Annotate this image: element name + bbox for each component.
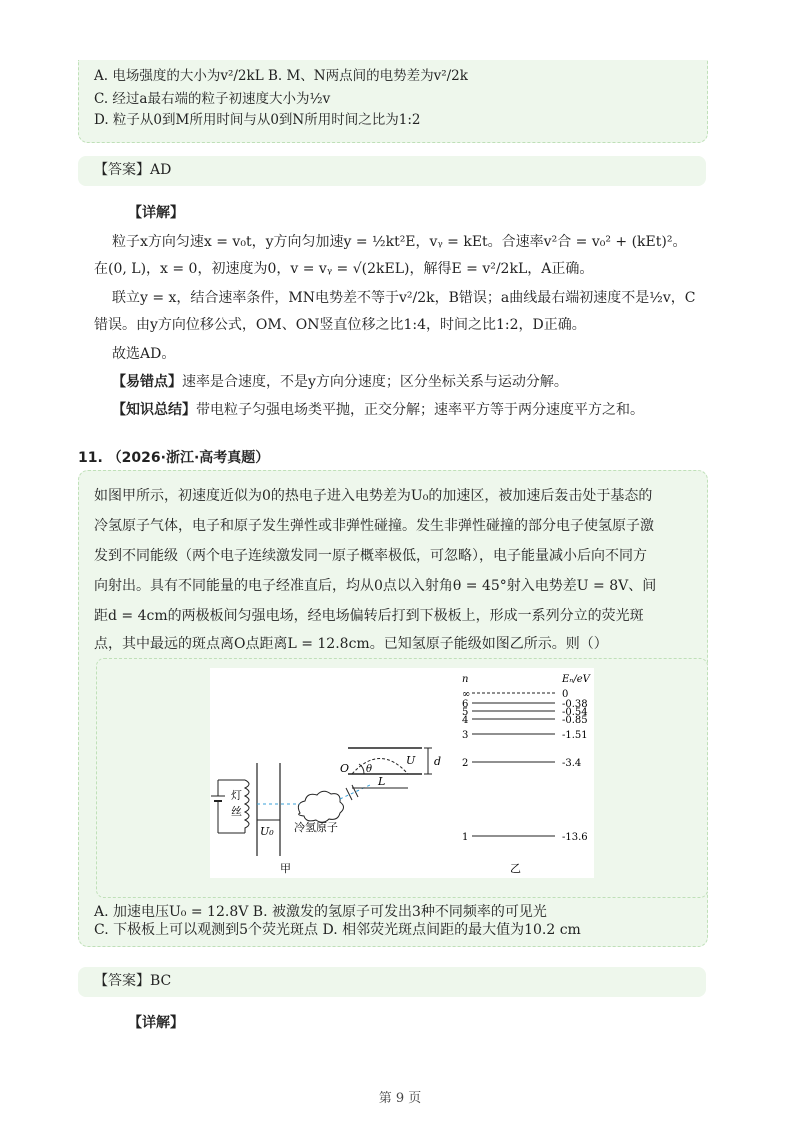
q11-stem-line-5: 距d = 4cm的两极板间匀强电场，经电场偏转后打到下极板上，形成一系列分立的荧光斑 [94,608,644,624]
n-header: n [462,674,469,685]
energy-level-n: 6 [462,699,469,710]
filament-label-1: 灯 [231,789,242,802]
q11-option-ab: A. 加速电压U₀ = 12.8V B. 被激发的氢原子可发出3种不同频率的可见光 [94,904,547,920]
q11-detail-heading: 【详解】 [128,1015,184,1031]
caption-left: 甲 [280,862,291,875]
q10-answer-bar [78,156,706,186]
q10-error-point-label: 【易错点】 [112,374,182,390]
theta-label: θ [366,764,373,775]
energy-level-value: -0.54 [562,707,588,718]
q10-option-ab: A. 电场强度的大小为v²/2kL B. M、N两点间的电势差为v²/2k [94,68,468,84]
energy-level-value: 0 [562,689,569,700]
q10-summary-label: 【知识总结】 [112,402,196,418]
q11-answer-bar [78,967,706,997]
q11-figure [210,668,594,878]
q10-summary-text: 带电粒子匀强电场类平抛，正交分解；速率平方等于两分速度平方之和。 [196,402,644,418]
energy-level-n: ∞ [462,689,471,700]
q10-detail-line-3: 联立y = x，结合速率条件，MN电势差不等于v²/2k，B错误；a曲线最右端初速度不是½v，C [112,290,696,306]
energy-level-n: 5 [462,707,469,718]
caption-right: 乙 [510,862,521,875]
energy-level-n: 3 [462,730,469,741]
q10-detail-line-2: 在(0, L)，x = 0，初速度为0，v = vᵧ = √(2kEL)，解得E = v²/2kL，A正确。 [94,261,594,277]
energy-level-value: -0.38 [562,699,588,710]
energy-level-n: 4 [462,715,469,726]
q10-option-d: D. 粒子从0到M所用时间与从0到N所用时间之比为1:2 [94,112,421,128]
q11-option-cd: C. 下极板上可以观测到5个荧光斑点 D. 相邻荧光斑点间距的最大值为10.2 cm [94,922,581,938]
energy-level-value: -3.4 [562,758,582,769]
filament-label-2: 丝 [231,805,242,818]
q10-detail-line-4: 错误。由y方向位移公式，OM、ON竖直位移之比1:4，时间之比1:2，D正确。 [94,317,586,333]
q11-stem-line-3: 发到不同能级（两个电子连续激发同一原子概率极低，可忽略），电子能量减小后向不同方 [94,548,647,564]
u-label: U [406,754,416,767]
energy-level-value: -0.85 [562,715,588,726]
figure-background [210,668,594,878]
q10-error-point [112,370,568,395]
l-label: L [378,775,386,788]
d-label: d [434,755,442,768]
o-label: O [340,762,350,775]
u0-label: U₀ [260,825,274,838]
energy-level-value: -1.51 [562,730,588,741]
q11-stem-line-4: 向射出。具有不同能量的电子经准直后，均从0点以入射角θ = 45°射入电势差U = 8V、间 [94,578,657,594]
q10-detail-heading: 【详解】 [128,205,184,221]
q11-stem-line-1: 如图甲所示，初速度近似为0的热电子进入电势差为U₀的加速区，被加速后轰击处于基态的 [94,488,653,504]
q10-error-point-text: 速率是合速度，不是y方向分速度；区分坐标关系与运动分解。 [182,374,568,390]
gas-label: 冷氢原子 [294,821,338,834]
q11-header: 11. （2026·浙江·高考真题） [78,450,270,466]
q10-summary [112,398,644,423]
q11-stem-line-6: 点，其中最远的斑点离O点距离L = 12.8cm。已知氢原子能级如图乙所示。则（） [94,636,608,652]
q10-detail-line-5: 故选AD。 [112,346,176,362]
q11-answer: 【答案】BC [94,973,172,989]
q10-answer: 【答案】AD [94,162,172,178]
q10-detail-line-1: 粒子x方向匀速x = v₀t，y方向匀加速y = ½kt²E，vᵧ = kEt。合速率v²合 = v₀² + (kEt)²。 [112,234,687,250]
page-number: 第 9 页 [378,1091,422,1106]
energy-level-n: 2 [462,758,469,769]
energy-level-n: 1 [462,832,469,843]
q11-stem-line-2: 冷氢原子气体，电子和原子发生弹性或非弹性碰撞。发生非弹性碰撞的部分电子使氢原子激 [94,518,654,534]
energy-level-value: -13.6 [562,832,588,843]
e-header: Eₙ/eV [562,674,590,685]
q10-option-c: C. 经过a最右端的粒子初速度大小为½v [94,91,331,107]
